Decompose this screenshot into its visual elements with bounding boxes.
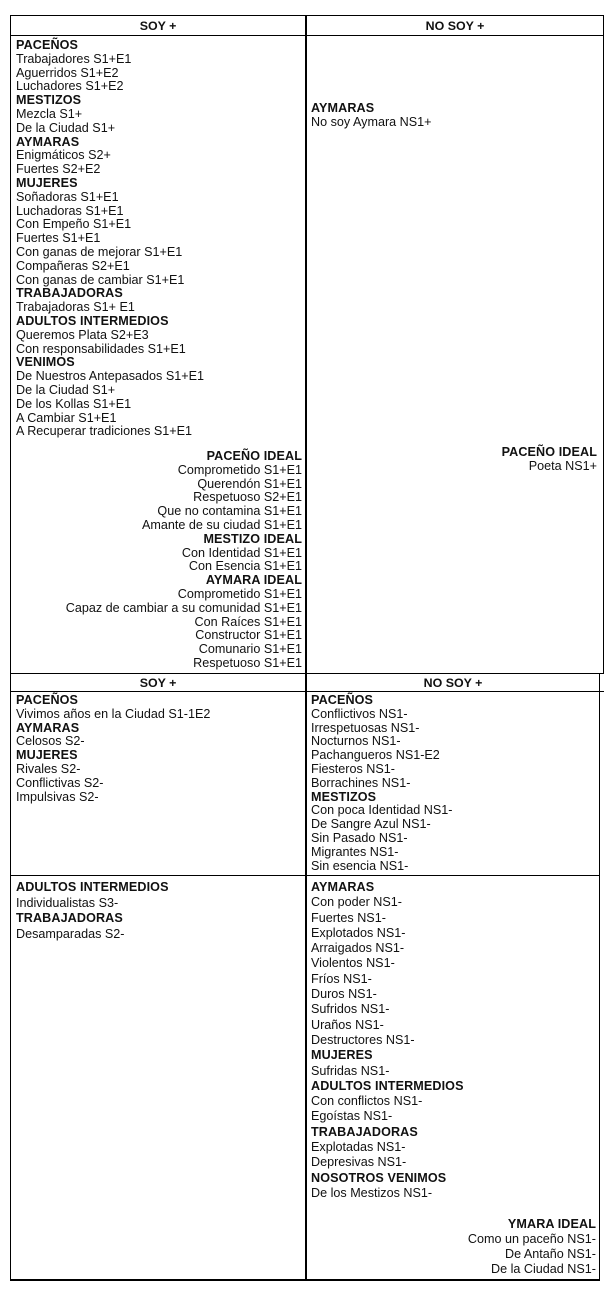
group-heading: TRABAJADORAS: [16, 911, 123, 925]
group-heading: PACEÑOS: [16, 38, 79, 52]
list-item: De la Ciudad S1+: [16, 120, 116, 135]
table1-column-divider: [305, 15, 307, 673]
list-item: Migrantes NS1-: [311, 844, 399, 859]
list-item: Queremos Plata S2+E3: [16, 327, 149, 342]
list-item: Conflictivos NS1-: [311, 706, 408, 721]
group: [311, 1171, 597, 1202]
group: [16, 694, 302, 722]
list-item: Sufridos NS1-: [311, 1002, 390, 1017]
list-item: Arraigados NS1-: [311, 941, 405, 956]
list-item: Trabajadoras S1+ E1: [16, 300, 135, 315]
group-heading: ADULTOS INTERMEDIOS: [16, 313, 169, 328]
table1-top-border: [10, 15, 604, 16]
group: [311, 1125, 597, 1171]
list-item: Enigmáticos S2+: [16, 148, 111, 163]
group: [311, 694, 597, 791]
list-item: Con Raíces S1+E1: [194, 614, 302, 629]
table1-header-divider: [10, 35, 604, 36]
list-item: Pachangueros NS1-E2: [311, 748, 440, 763]
group: [16, 39, 302, 94]
list-item: Fiesteros NS1-: [311, 761, 395, 776]
group-heading: AYMARAS: [16, 134, 80, 149]
group-heading: MUJERES: [16, 748, 78, 763]
list-item: Con ganas de cambiar S1+E1: [16, 272, 185, 287]
list-item: Fuertes S1+E1: [16, 231, 101, 246]
table2-right-border-bottom: [599, 875, 600, 1281]
list-item: No soy Aymara NS1+: [311, 114, 432, 129]
group: [311, 1048, 597, 1079]
table1-left-groups: [16, 39, 302, 439]
list-item: Explotados NS1-: [311, 925, 406, 940]
group: [16, 94, 302, 135]
table1-left-border: [10, 15, 11, 673]
group-heading: AYMARAS: [311, 101, 375, 115]
list-item: Poeta NS1+: [528, 458, 597, 473]
table1-left-ideal-groups: [16, 450, 302, 671]
list-item: Rivales S2-: [16, 761, 81, 776]
list-item: Desamparadas S2-: [16, 926, 125, 941]
list-item: Fríos NS1-: [311, 971, 372, 986]
list-item: Celosos S2-: [16, 734, 85, 749]
table2-left-bottom-groups: [16, 880, 302, 942]
list-item: Nocturnos NS1-: [311, 734, 401, 749]
table2-left-top-groups: [16, 694, 302, 804]
table2-left-border-bottom: [10, 875, 11, 1281]
list-item: Uraños NS1-: [311, 1017, 384, 1032]
list-item: Explotadas NS1-: [311, 1140, 406, 1155]
group-heading: MESTIZOS: [16, 93, 82, 108]
list-item: De Antaño NS1-: [504, 1247, 596, 1261]
list-item: Fuertes S2+E2: [16, 162, 101, 177]
list-item: Con Identidad S1+E1: [181, 545, 302, 560]
list-item: Luchadoras S1+E1: [16, 203, 124, 218]
group-heading: MESTIZO IDEAL: [203, 531, 302, 546]
table2-bottom-border: [10, 1279, 600, 1281]
group-heading: PACEÑOS: [16, 693, 79, 707]
list-item: Comunario S1+E1: [198, 642, 302, 657]
list-item: De la Ciudad S1+: [16, 382, 116, 397]
list-item: Con poca Identidad NS1-: [311, 803, 453, 818]
group: [16, 911, 302, 942]
list-item: Sufridas NS1-: [311, 1063, 390, 1078]
list-item: Capaz de cambiar a su comunidad S1+E1: [65, 600, 302, 615]
list-item: Como un paceño NS1-: [467, 1232, 596, 1246]
list-item: Duros NS1-: [311, 987, 377, 1002]
list-item: Irrespetuosas NS1-: [311, 720, 420, 735]
list-item: Con conflictos NS1-: [311, 1094, 423, 1109]
table2-right-top-groups: [311, 694, 597, 873]
group: [16, 315, 302, 356]
list-item: Constructor S1+E1: [195, 628, 302, 643]
table2-right-bottom-groups: [311, 880, 597, 1201]
group: [16, 136, 302, 177]
list-item: Egoístas NS1-: [311, 1109, 393, 1124]
group-heading: AYMARA IDEAL: [205, 573, 302, 588]
list-item: De Nuestros Antepasados S1+E1: [16, 369, 204, 384]
list-item: Aguerridos S1+E2: [16, 65, 119, 80]
list-item: Respetuoso S2+E1: [193, 490, 302, 505]
group-heading: MUJERES: [16, 175, 78, 190]
group: [16, 450, 302, 533]
list-item: Soñadoras S1+E1: [16, 189, 119, 204]
group: [16, 533, 302, 574]
list-item: A Recuperar tradiciones S1+E1: [16, 424, 193, 439]
group: [16, 880, 302, 911]
group-heading: ADULTOS INTERMEDIOS: [16, 880, 169, 894]
table1-right-ideal: [311, 446, 597, 474]
table2-header-no-soy: NO SOY +: [423, 676, 483, 690]
list-item: Amante de su ciudad S1+E1: [142, 517, 302, 532]
list-item: Con Empeño S1+E1: [16, 217, 132, 232]
table2-header-divider: [10, 691, 604, 692]
group: [16, 356, 302, 439]
table1-right-border: [603, 15, 604, 673]
table2-middle-divider: [10, 875, 600, 876]
list-item: Comprometido S1+E1: [177, 586, 302, 601]
group-heading: MESTIZOS: [311, 789, 377, 804]
list-item: De la Ciudad NS1-: [491, 1262, 596, 1276]
group-heading: PACEÑOS: [311, 693, 374, 707]
list-item: Individualistas S3-: [16, 895, 119, 910]
group: [16, 177, 302, 287]
group-heading: NOSOTROS VENIMOS: [311, 1170, 447, 1185]
list-item: A Cambiar S1+E1: [16, 410, 117, 425]
list-item: Vivimos años en la Ciudad S1-1E2: [16, 706, 211, 721]
list-item: Mezcla S1+: [16, 106, 83, 121]
list-item: De Sangre Azul NS1-: [311, 817, 431, 832]
list-item: De los Mestizos NS1-: [311, 1185, 433, 1200]
list-item: Sin Pasado NS1-: [311, 830, 408, 845]
group-heading: ADULTOS INTERMEDIOS: [311, 1078, 464, 1093]
list-item: Que no contamina S1+E1: [157, 504, 302, 519]
list-item: Destructores NS1-: [311, 1032, 415, 1047]
list-item: Comprometido S1+E1: [177, 462, 302, 477]
list-item: Luchadores S1+E2: [16, 79, 124, 94]
group: [311, 791, 597, 874]
group-heading: MUJERES: [311, 1048, 373, 1063]
table2-right-bottom-ideal: [311, 1217, 596, 1277]
list-item: Conflictivas S2-: [16, 775, 104, 790]
group-heading: VENIMOS: [16, 355, 75, 370]
group: [16, 722, 302, 750]
list-item: Impulsivas S2-: [16, 789, 99, 804]
table2-header-soy: SOY +: [139, 676, 177, 690]
list-item: Con Esencia S1+E1: [188, 559, 302, 574]
list-item: Depresivas NS1-: [311, 1155, 407, 1170]
list-item: Trabajadores S1+E1: [16, 51, 132, 66]
list-item: Borrachines NS1-: [311, 775, 411, 790]
table2-left-border-top: [10, 673, 11, 875]
group-heading: AYMARAS: [311, 880, 375, 894]
group: [311, 880, 597, 1048]
group-heading: PACEÑO IDEAL: [206, 449, 302, 463]
list-item: Fuertes NS1-: [311, 910, 386, 925]
list-item: Con responsabilidades S1+E1: [16, 341, 186, 356]
group-heading: YMARA IDEAL: [507, 1217, 596, 1231]
group: [16, 574, 302, 671]
group-heading: TRABAJADORAS: [311, 1124, 418, 1139]
table2-right-border-top: [599, 673, 600, 875]
list-item: Respetuoso S1+E1: [193, 655, 302, 670]
list-item: Sin esencia NS1-: [311, 858, 409, 873]
table1-right-group: [311, 102, 597, 130]
table2-column-divider: [305, 673, 307, 1281]
table1-header-soy: SOY +: [139, 19, 177, 33]
list-item: Con poder NS1-: [311, 895, 403, 910]
table1-header-no-soy: NO SOY +: [425, 19, 485, 33]
list-item: Compañeras S2+E1: [16, 258, 130, 273]
group-heading: PACEÑO IDEAL: [501, 445, 597, 459]
group: [16, 749, 302, 804]
list-item: Querendón S1+E1: [197, 476, 302, 491]
list-item: Con ganas de mejorar S1+E1: [16, 244, 183, 259]
group-heading: TRABAJADORAS: [16, 286, 123, 301]
group-heading: AYMARAS: [16, 720, 80, 735]
group: [311, 1079, 597, 1125]
table1-bottom-border: [10, 673, 604, 674]
list-item: De los Kollas S1+E1: [16, 396, 132, 411]
group: [16, 287, 302, 315]
list-item: Violentos NS1-: [311, 956, 395, 971]
